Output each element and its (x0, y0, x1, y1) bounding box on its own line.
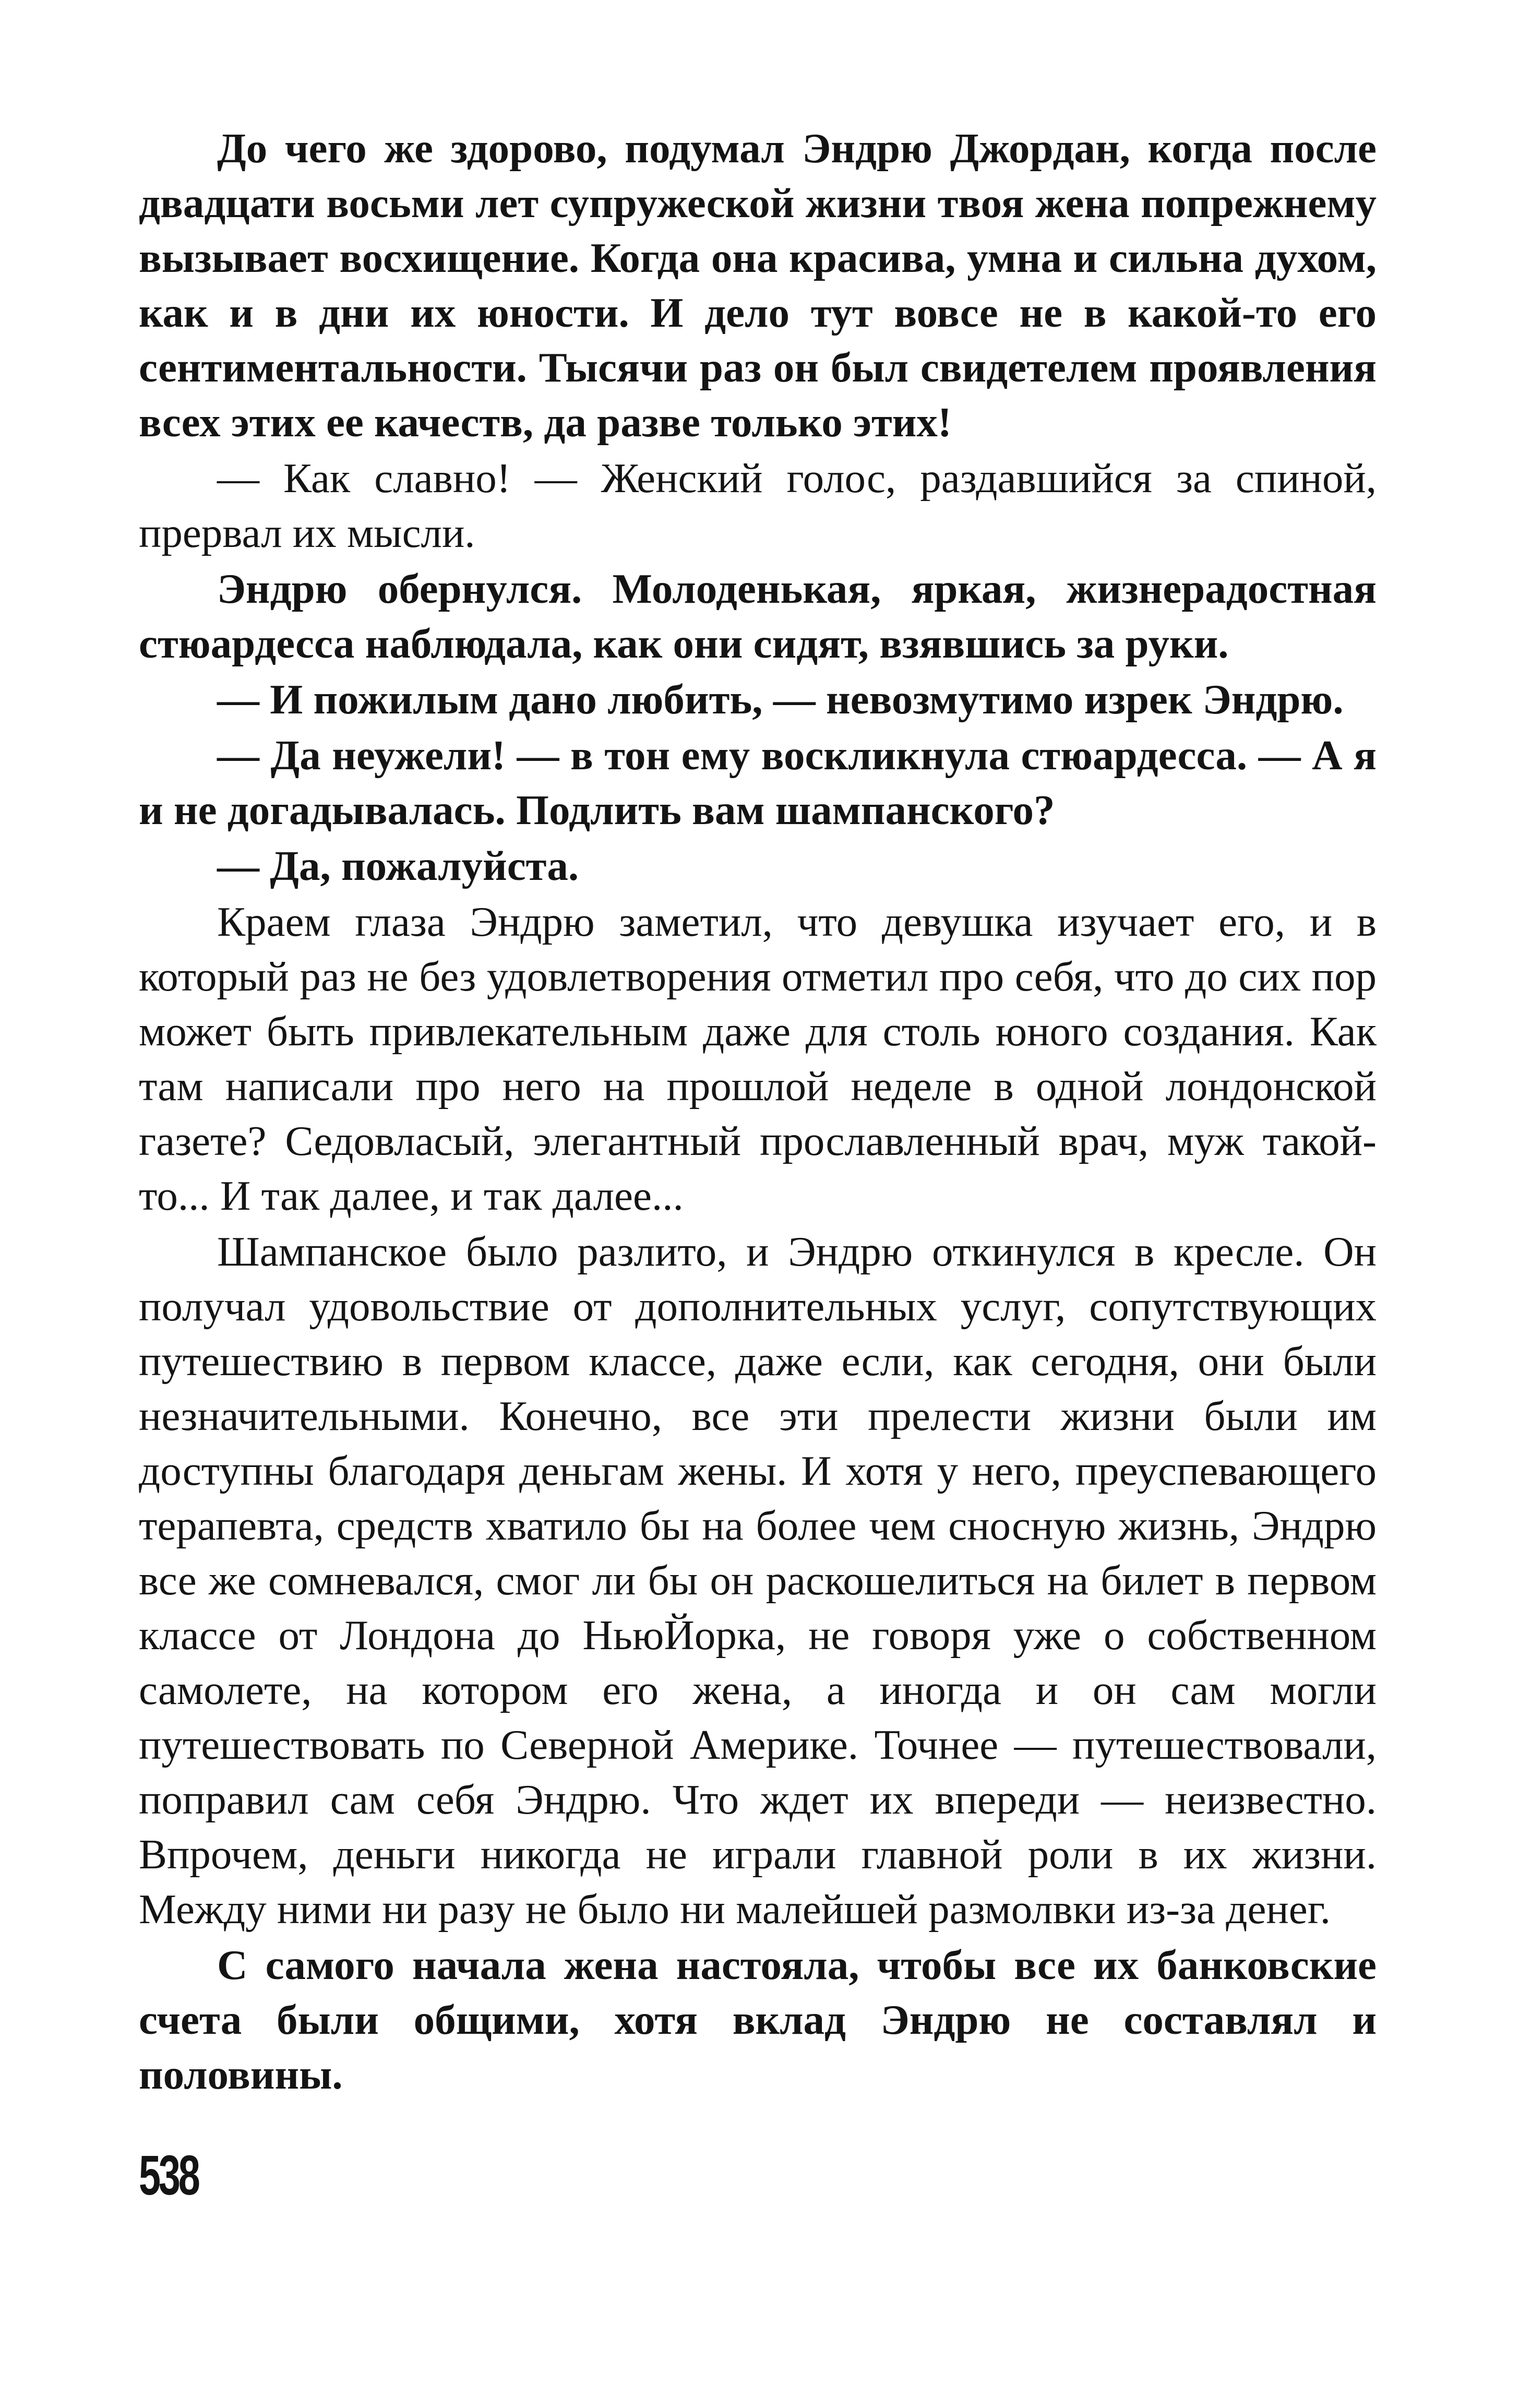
paragraph-9: С самого начала жена настояла, чтобы все их банковские счета были общими, хотя вклад Эндрю не составлял и половины. (139, 1941, 1377, 2098)
paragraph-8: Шампанское было разлито, и Эндрю откинулся в кресле. Он получал удовольствие от дополнительных услуг, сопутствующих путешествию в первом классе, даже если, как сегодня, они были незначительными. Конечно, все эти прелести жизни были им доступны благодаря деньгам жены. И хотя у него, преуспевающего терапевта, средств хватило бы на более чем сносную жизнь, Эндрю все же сомневался, смог ли бы он раскошелиться на билет в первом классе от Лондона до НьюЙорка, не говоря уже о собственном самолете, на котором его жена, а иногда и он сам могли путешествовать по Северной Америке. Точнее — путешествовали, поправил сам себя Эндрю. Что ждет их впереди — неизвестно. Впрочем, деньги никогда не играли главной роли в их жизни. Между ними ни разу не было ни малейшей размолвки из-за денег. (139, 1228, 1377, 1933)
book-page (139, 121, 1377, 2261)
paragraph-4: — И пожилым дано любить, — невозмутимо изрек Эндрю. (217, 676, 1344, 723)
page-body-text (139, 121, 1377, 2102)
paragraph-6: — Да, пожалуйста. (217, 842, 579, 889)
page-number: 538 (139, 2143, 198, 2207)
paragraph-2: — Как славно! — Женский голос, раздавшийся за спиной, прервал их мысли. (139, 455, 1377, 556)
paragraph-3: Эндрю обернулся. Молоденькая, яркая, жизнерадостная стюардесса наблюдала, как они сидят, взявшись за руки. (139, 565, 1377, 667)
paragraph-7: Краем глаза Эндрю заметил, что девушка изучает его, и в который раз не без удовлетворения отметил про себя, что до сих пор может быть привлекательным даже для столь юного создания. Как там написали про него на прошлой неделе в одной лондонской газете? Седовласый, элегантный прославленный врач, муж такой-то... И так далее, и так далее... (139, 898, 1377, 1219)
paragraph-5: — Да неужели! — в тон ему воскликнула стюардесса. — А я и не догадывалась. Подлить вам шампанского? (139, 732, 1377, 833)
paragraph-1: До чего же здорово, подумал Эндрю Джордан, когда после двадцати восьми лет супружеской жизни твоя жена попрежнему вызывает восхищение. Когда она красива, умна и сильна духом, как и в дни их юности. И дело тут вовсе не в какой-то его сентиментальности. Тысячи раз он был свидетелем проявления всех этих ее качеств, да разве только этих! (139, 125, 1377, 446)
